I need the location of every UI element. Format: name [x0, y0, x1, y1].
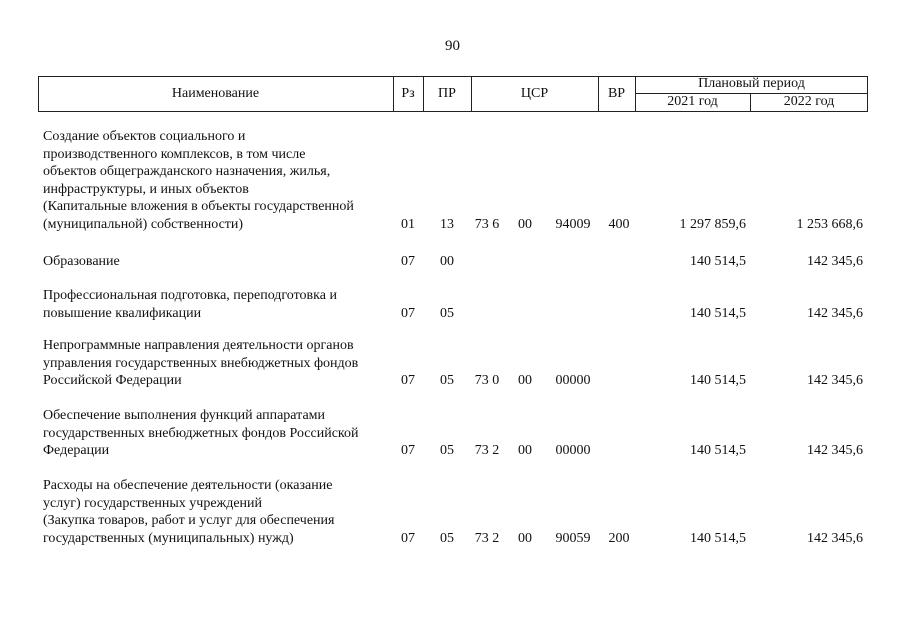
row-name-line: Федерации	[43, 443, 110, 459]
row-name-line: Непрограммные направления деятельности органов	[43, 338, 354, 353]
row-amount-2022: 1 253 668,6	[796, 217, 863, 232]
row-amount-2022: 142 345,6	[807, 530, 863, 546]
row-pr: 05	[440, 305, 454, 321]
row-amount-2022: 142 345,6	[807, 373, 863, 389]
row-pr: 00	[440, 254, 454, 269]
row-name-line: Обеспечение выполнения функций аппаратами	[43, 408, 326, 423]
row-pr: 13	[440, 217, 454, 232]
row-amount-2021: 140 514,5	[690, 254, 746, 269]
row-amount-2021: 140 514,5	[690, 373, 746, 389]
row-amount-2022: 142 345,6	[807, 443, 863, 459]
row-csr-direction: 94009	[555, 217, 591, 232]
header-year-2021: 2021 год	[667, 94, 718, 109]
row-csr-subprogram: 00	[518, 373, 532, 389]
row-csr-program: 73 2	[474, 530, 500, 546]
header-rz: Рз	[401, 86, 415, 101]
row-name-line: государственных (муниципальных) нужд)	[43, 530, 294, 546]
row-csr-subprogram: 00	[518, 217, 532, 232]
row-amount-2021: 1 297 859,6	[679, 217, 746, 232]
table-header	[38, 76, 868, 112]
header-csr: ЦСР	[520, 86, 549, 101]
row-rz: 07	[401, 305, 415, 321]
row-amount-2021: 140 514,5	[690, 530, 746, 546]
row-csr-program: 73 0	[474, 373, 500, 389]
row-rz: 07	[401, 254, 415, 269]
row-name-line: (Капитальные вложения в объекты государственной	[43, 199, 354, 215]
row-pr: 05	[440, 530, 454, 546]
row-amount-2022: 142 345,6	[807, 254, 863, 269]
row-amount-2021: 140 514,5	[690, 305, 746, 321]
header-name: Наименование	[171, 86, 260, 101]
row-vr: 400	[608, 217, 630, 232]
row-name-line: Образование	[43, 254, 120, 269]
row-name-line: Расходы на обеспечение деятельности (оказание	[43, 478, 333, 493]
row-csr-program: 73 6	[474, 217, 500, 232]
row-pr: 05	[440, 443, 454, 459]
header-pr: ПР	[438, 86, 456, 101]
row-name	[43, 128, 388, 234]
page-number: 90	[445, 38, 460, 54]
row-name-line: государственных внебюджетных фондов Российской	[43, 425, 359, 441]
row-name-line: объектов общегражданского назначения, жилья,	[43, 164, 331, 180]
header-year-2022: 2022 год	[783, 94, 835, 109]
row-name-line: производственного комплексов, в том числе	[43, 146, 306, 162]
row-name	[43, 253, 388, 271]
row-rz: 01	[401, 217, 415, 232]
header-bottom-rule	[38, 111, 868, 112]
row-name	[43, 287, 388, 322]
row-name	[43, 337, 388, 390]
row-vr: 200	[608, 530, 630, 546]
row-name-line: Российской Федерации	[43, 373, 182, 389]
row-name	[43, 407, 388, 460]
row-name-line: (Закупка товаров, работ и услуг для обеспечения	[43, 513, 335, 529]
row-amount-2021: 140 514,5	[690, 443, 746, 459]
row-csr-subprogram: 00	[518, 530, 532, 546]
header-planned-period: Плановый период	[698, 76, 805, 91]
row-name	[43, 477, 388, 547]
row-name-line: Профессиональная подготовка, переподготовка и	[43, 288, 337, 303]
header-vr: ВР	[607, 86, 626, 101]
row-amount-2022: 142 345,6	[807, 305, 863, 321]
row-csr-subprogram: 00	[518, 443, 532, 459]
row-csr-direction: 00000	[555, 443, 591, 459]
row-csr-program: 73 2	[474, 443, 500, 459]
row-name-line: инфраструктуры, и иных объектов	[43, 181, 249, 197]
row-name-line: услуг) государственных учреждений	[43, 495, 263, 511]
row-name-line: управления государственных внебюджетных фондов	[43, 355, 359, 371]
row-pr: 05	[440, 373, 454, 389]
row-name-line: повышение квалификации	[43, 305, 202, 321]
row-csr-direction: 00000	[555, 373, 591, 389]
row-name-line: (муниципальной) собственности)	[43, 216, 244, 232]
row-rz: 07	[401, 373, 415, 389]
row-csr-direction: 90059	[555, 530, 591, 546]
row-rz: 07	[401, 530, 415, 546]
row-name-line: Создание объектов социального и	[43, 129, 246, 144]
row-rz: 07	[401, 443, 415, 459]
